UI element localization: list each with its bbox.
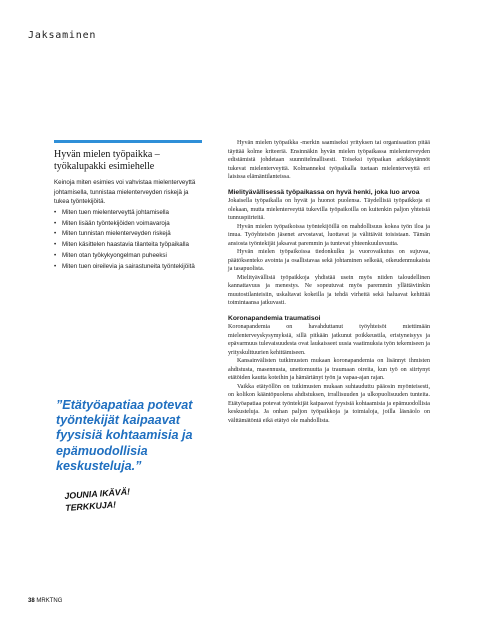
sidebar-title: Hyvän mielen työpaikka – työkalupakki esimiehelle <box>54 149 160 172</box>
magazine-name: MRKTNG <box>36 598 63 604</box>
list-item: • Miten tuen mielenterveyttä johtamisella <box>54 208 202 218</box>
signature-line-1: JOUNIA IKÄVÄ! <box>64 486 131 501</box>
list-item: • Miten otan työkykyongelman puheeksi <box>54 251 202 261</box>
sidebar-intro: Keinoja miten esimies voi vahvistaa mielenterveyttä johtamisella, tunnistaa mielenterveyden riskejä ja tukea työntekijöitä. <box>54 179 196 206</box>
article-subheading: Koronapandemia traumatisoi <box>228 314 321 322</box>
page-number: 38 <box>28 598 35 604</box>
sidebar-list <box>54 208 202 272</box>
handwritten-signature <box>64 485 131 514</box>
article-paragraph: Koronapandemia on havahduttanut työyhteisöt miettimään mielenterveyskysymyksiä, sillä pitkään jatkunut poikkeustila, eristyneisyys ja epävarmuus tulevaisuudesta ovat laukaisseet uusia vaatimuksia työn tekemiseen ja yrityskulttuurien kehittämiseen. <box>228 324 430 356</box>
article-paragraph: Kansainvälisten tutkimusten mukaan koronapandemia on lisännyt ihmisten ahdistusta, masennusta, unettomuutta ja traumaan oireita, kun työ on siirtynyt etätöiden kautta koteihin ja hämärtänyt työn ja vapaa-ajan rajan. <box>228 358 430 381</box>
article-paragraph: Hyvän mielen työpaikka -merkin saamiseksi yrityksen tai organisaation pitää täyttää kolme kriteeriä. Ensinnäkin hyvän mielen työpaikassa mielenterveyden edistämistä johdetaan suunnitelmallisesti. Toiseksi työpaikan arkikäytännöt tukevat mielenterveyttä. Kolmanneksi työpaikalla tuetaan mielenterveyttä eri laisissa elämäntilanteissa. <box>228 140 430 180</box>
article-paragraph: Jokaisella työpaikalla on hyvät ja huonot puolensa. Täydellisiä työpaikkoja ei olekaan, mutta mielenterveyttä tukevilla työpaikoilla on kuitenkin paljon yhteisiä tunnuspiirteitä. <box>228 198 430 221</box>
list-item: • Miten käsittelen haastavia tilanteita työpaikalla <box>54 240 202 250</box>
list-item: • Miten tunnistan mielenterveyden riskejä <box>54 229 202 239</box>
article-paragraph: Mielityävällisiä työpaikkoja yhdistää usein myös niiden taloudellinen kannattavuus ja menestys. Ne sopeutuvat myös paremmin yllättäviinkin muutostilanteisiin, uskaltavat kokeilla ja tehdä virheitä sekä haluavat kehittää toimintaansa jatkuvasti. <box>228 274 430 306</box>
page-footer <box>28 598 62 604</box>
signature-line-2: TERKKUJA! <box>64 499 117 513</box>
article-column <box>228 139 430 425</box>
article-paragraph: Hyvän mielen työpaikoissa työntekijöillä on mahdollisuus kokea työn iloa ja imua. Työyhteisön jäsenet arvostavat, luottavat ja välittävät toisistaan. Tämän ansiosta työntekijät jaksavat paremmin ja tuntevat yhteenkuuluvuutta. <box>228 223 430 247</box>
sidebar-top-rule <box>54 140 202 143</box>
list-item: • Miten lisään työntekijöiden voimavaroja <box>54 219 202 229</box>
section-label: Jaksaminen <box>28 30 97 41</box>
article-paragraph: Hyvän mielen työpaikoissa tiedonkulku ja vuorovaikutus on sujuvaa, päätöksenteko avointa ja osallistavaa sekä johtaminen selkeää, oikeudenmukaista ja tasapuolista. <box>228 249 430 272</box>
list-item: • Miten tuen oireilevia ja sairastuneita työntekijöitä <box>54 262 202 272</box>
article-paragraph: Vaikka etätyöllön on tutkimusten mukaan suhtauduttu pääosin myönteisesti, on kolikon kääntöpuolena ahdistuksen, irrallisuuden ja ulkopuolisuuden tunteita. Etätyöapatiaa potevat työntekijät kaipaavat fyysisiä kohtaamisia ja epämuodollisia keskusteluja. Ja onhan paljon työpaikkoja ja toimialoja, joilla läsnäolo on välttämätöntä eikä etätyö ole mahdollista. <box>228 383 430 424</box>
toolkit-sidebar <box>54 140 202 272</box>
pull-quote: ”Etätyöapatiaa potevat työntekijät kaipaavat fyysisiä kohtaamisia ja epämuodollisia keskusteluja.” <box>56 398 193 473</box>
article-subheading: Mielityävällisessä työpaikassa on hyvä henki, joka luo arvoa <box>228 188 420 196</box>
